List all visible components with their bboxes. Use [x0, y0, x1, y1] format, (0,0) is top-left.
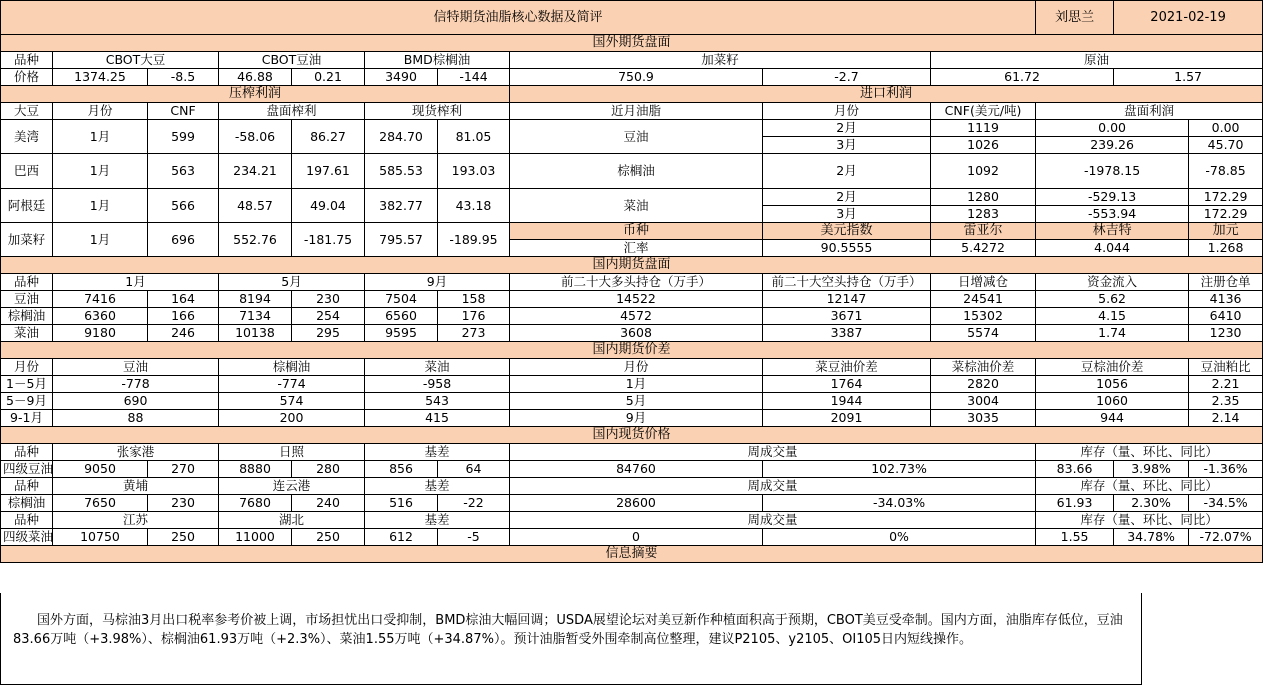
cell: 795.57 — [365, 223, 438, 257]
cell: -774 — [219, 376, 365, 393]
cell: 1.268 — [1189, 240, 1263, 257]
cell: 阿根廷 — [1, 189, 53, 223]
cell: 菜豆油价差 — [763, 359, 931, 376]
cell: 现货榨利 — [365, 103, 510, 120]
cell: 0% — [763, 529, 1036, 546]
cell: 1764 — [763, 376, 931, 393]
cell: 48.57 — [219, 189, 292, 223]
cell: 品种 — [1, 52, 53, 69]
cell: 158 — [438, 291, 510, 308]
cell: CNF(美元/吨) — [931, 103, 1036, 120]
cell: -1978.15 — [1036, 154, 1189, 189]
report-date: 2021-02-19 — [1114, 1, 1263, 35]
cell: 295 — [292, 325, 365, 342]
cell: 7504 — [365, 291, 438, 308]
cell: 5.62 — [1036, 291, 1189, 308]
cell: 7134 — [219, 308, 292, 325]
cell: 1月 — [510, 376, 763, 393]
cell: 2091 — [763, 410, 931, 427]
cell: 563 — [148, 154, 219, 189]
cell: 382.77 — [365, 189, 438, 223]
cell: 豆油粕比 — [1189, 359, 1263, 376]
cell: 4136 — [1189, 291, 1263, 308]
cell: 83.66 — [1036, 461, 1114, 478]
cell: 3.98% — [1114, 461, 1189, 478]
cell: 品种 — [1, 512, 53, 529]
fx-header: 美元指数 — [763, 223, 931, 240]
cell: 1.74 — [1036, 325, 1189, 342]
cell: -22 — [438, 495, 510, 512]
cell: 9050 — [53, 461, 148, 478]
crush-row — [1, 189, 1263, 206]
cell: 49.04 — [292, 189, 365, 223]
cell: 3490 — [365, 69, 438, 86]
cell: 172.29 — [1189, 206, 1263, 223]
cell: -529.13 — [1036, 189, 1189, 206]
cell: 284.70 — [365, 120, 438, 154]
cell: 5月 — [219, 274, 365, 291]
cell: -2.7 — [763, 69, 931, 86]
cell: 大豆 — [1, 103, 53, 120]
cell: 10138 — [219, 325, 292, 342]
cell: 库存（量、环比、同比） — [1036, 512, 1263, 529]
fx-header: 雷亚尔 — [931, 223, 1036, 240]
crush-import-header-row — [1, 103, 1263, 120]
cell: 连云港 — [219, 478, 365, 495]
cell: 164 — [148, 291, 219, 308]
cell: 612 — [365, 529, 438, 546]
cell: 巴西 — [1, 154, 53, 189]
cell: 3035 — [931, 410, 1036, 427]
section-domestic-spot: 国内现货价格 — [1, 427, 1263, 444]
cell: -5 — [438, 529, 510, 546]
cell: 棕榈油 — [510, 154, 763, 189]
section-info-summary: 信息摘要 — [1, 546, 1263, 563]
cell: -553.94 — [1036, 206, 1189, 223]
cell: 原油 — [931, 52, 1263, 69]
cell: 棕榈油 — [1, 495, 53, 512]
cell: 黄埔 — [53, 478, 219, 495]
cell: 汇率 — [510, 240, 763, 257]
cell: 552.76 — [219, 223, 292, 257]
cell: 9180 — [53, 325, 148, 342]
cell: 856 — [365, 461, 438, 478]
cell: 1月 — [53, 274, 219, 291]
cell: 9月 — [365, 274, 510, 291]
section-domestic-futures: 国内期货盘面 — [1, 257, 1263, 274]
cell: 585.53 — [365, 154, 438, 189]
cell: 2.30% — [1114, 495, 1189, 512]
cell: 基差 — [365, 444, 510, 461]
cell: CNF — [148, 103, 219, 120]
cell: CBOT豆油 — [219, 52, 365, 69]
cell: 库存（量、环比、同比） — [1036, 478, 1263, 495]
cell: -181.75 — [292, 223, 365, 257]
cell: 6360 — [53, 308, 148, 325]
cell: 5月 — [510, 393, 763, 410]
cell: 197.61 — [292, 154, 365, 189]
cell: 12147 — [763, 291, 931, 308]
cell: 45.70 — [1189, 137, 1263, 154]
cell: 516 — [365, 495, 438, 512]
crush-row — [1, 154, 1263, 189]
cell: CBOT大豆 — [53, 52, 219, 69]
cell: 加菜籽 — [1, 223, 53, 257]
cell: 102.73% — [763, 461, 1036, 478]
cell: 菜油 — [510, 189, 763, 223]
cell: 1944 — [763, 393, 931, 410]
cell: 日照 — [219, 444, 365, 461]
cell: -1.36% — [1189, 461, 1263, 478]
cell: -58.06 — [219, 120, 292, 154]
cell: 2月 — [763, 154, 931, 189]
author-name: 刘思兰 — [1036, 1, 1114, 35]
cell: 90.5555 — [763, 240, 931, 257]
cell: 2.14 — [1189, 410, 1263, 427]
cell: 64 — [438, 461, 510, 478]
cell: 9月 — [510, 410, 763, 427]
cell: 菜油 — [365, 359, 510, 376]
cell: 资金流入 — [1036, 274, 1189, 291]
cell: 750.9 — [510, 69, 763, 86]
cell: 四级豆油 — [1, 461, 53, 478]
cell: 1月 — [53, 189, 148, 223]
fx-header: 币种 — [510, 223, 763, 240]
cell: 1056 — [1036, 376, 1189, 393]
cell: 6560 — [365, 308, 438, 325]
cell: 2.35 — [1189, 393, 1263, 410]
spot-row — [1, 529, 1263, 546]
fx-header: 林吉特 — [1036, 223, 1189, 240]
futures-row — [1, 325, 1263, 342]
cell: 34.78% — [1114, 529, 1189, 546]
cell: 4.044 — [1036, 240, 1189, 257]
cell: 46.88 — [219, 69, 292, 86]
cell: 湖北 — [219, 512, 365, 529]
cell: 周成交量 — [510, 512, 1036, 529]
cell: 江苏 — [53, 512, 219, 529]
futures-row — [1, 291, 1263, 308]
cell: 5－9月 — [1, 393, 53, 410]
cell: 棕榈油 — [219, 359, 365, 376]
cell: 7416 — [53, 291, 148, 308]
cell: 273 — [438, 325, 510, 342]
cell: -34.03% — [763, 495, 1036, 512]
cell: 11000 — [219, 529, 292, 546]
cell: 1.55 — [1036, 529, 1114, 546]
cell: 1092 — [931, 154, 1036, 189]
spot-row — [1, 461, 1263, 478]
cell: 28600 — [510, 495, 763, 512]
cell: 周成交量 — [510, 444, 1036, 461]
cell: BMD棕榈油 — [365, 52, 510, 69]
cell: 9595 — [365, 325, 438, 342]
cell: 1月 — [53, 223, 148, 257]
cell: 14522 — [510, 291, 763, 308]
cell: 8880 — [219, 461, 292, 478]
cell: 月份 — [510, 359, 763, 376]
cell: 1119 — [931, 120, 1036, 137]
cell: 0 — [510, 529, 763, 546]
cell: 696 — [148, 223, 219, 257]
cell: 176 — [438, 308, 510, 325]
cell: 1280 — [931, 189, 1036, 206]
cell: 2.21 — [1189, 376, 1263, 393]
cell: 10750 — [53, 529, 148, 546]
cell: 棕榈油 — [1, 308, 53, 325]
cell: 1－5月 — [1, 376, 53, 393]
summary-text: 国外方面，马棕油3月出口税率参考价被上调，市场担忧出口受抑制，BMD棕油大幅回调；USDA展望论坛对美豆新作种植面积高于预期，CBOT美豆受牵制。国内方面，油脂库存低位，豆油83.66万吨（+3.98%）、棕榈油61.93万吨（+2.3%）、菜油1.55万吨（+34.87%）。预计油脂暂受外围牵制高位整理，建议P2105、y2105、OI105日内短线操作。 — [0, 593, 1142, 685]
cell: 7680 — [219, 495, 292, 512]
cell: 美湾 — [1, 120, 53, 154]
cell: 254 — [292, 308, 365, 325]
cell: 品种 — [1, 274, 53, 291]
cell: 5574 — [931, 325, 1036, 342]
cell: 菜油 — [1, 325, 53, 342]
cell: 前二十大空头持仓（万手） — [763, 274, 931, 291]
cell: 豆油 — [53, 359, 219, 376]
cell: 3608 — [510, 325, 763, 342]
spot-row — [1, 495, 1263, 512]
cell: 1月 — [53, 154, 148, 189]
cell: 84760 — [510, 461, 763, 478]
cell: 239.26 — [1036, 137, 1189, 154]
cell: 4572 — [510, 308, 763, 325]
cell: 280 — [292, 461, 365, 478]
cell: -144 — [438, 69, 510, 86]
cell: 24541 — [931, 291, 1036, 308]
cell: 0.00 — [1189, 120, 1263, 137]
cell: 3月 — [763, 137, 931, 154]
cell: 豆油 — [1, 291, 53, 308]
foreign-names-row — [1, 52, 1263, 69]
cell: -189.95 — [438, 223, 510, 257]
crush-row — [1, 120, 1263, 137]
fx-header: 加元 — [1189, 223, 1263, 240]
cell: -72.07% — [1189, 529, 1263, 546]
cell: 43.18 — [438, 189, 510, 223]
cell: 0.21 — [292, 69, 365, 86]
cell: 盘面榨利 — [219, 103, 365, 120]
cell: 574 — [219, 393, 365, 410]
cell: -778 — [53, 376, 219, 393]
cell: 日增减仓 — [931, 274, 1036, 291]
cell: 5.4272 — [931, 240, 1036, 257]
cell: 6410 — [1189, 308, 1263, 325]
cell: 240 — [292, 495, 365, 512]
cell: 加菜籽 — [510, 52, 931, 69]
futures-header-row — [1, 274, 1263, 291]
cell: 200 — [219, 410, 365, 427]
cell: -78.85 — [1189, 154, 1263, 189]
cell: 415 — [365, 410, 510, 427]
spread-row — [1, 376, 1263, 393]
cell: 86.27 — [292, 120, 365, 154]
cell: 193.03 — [438, 154, 510, 189]
cell: 菜棕油价差 — [931, 359, 1036, 376]
cell: 品种 — [1, 478, 53, 495]
cell: 月份 — [53, 103, 148, 120]
spread-header-row — [1, 359, 1263, 376]
report-title: 信特期货油脂核心数据及简评 — [1, 1, 1036, 35]
cell: 61.72 — [931, 69, 1114, 86]
cell: 3671 — [763, 308, 931, 325]
cell: 9-1月 — [1, 410, 53, 427]
cell: 月份 — [1, 359, 53, 376]
cell: -34.5% — [1189, 495, 1263, 512]
crush-row — [1, 223, 1263, 240]
cell: 1月 — [53, 120, 148, 154]
title-row — [1, 1, 1263, 35]
cell: 61.93 — [1036, 495, 1114, 512]
cell: 基差 — [365, 478, 510, 495]
cell: 4.15 — [1036, 308, 1189, 325]
cell: 172.29 — [1189, 189, 1263, 206]
cell: 2月 — [763, 120, 931, 137]
cell: 3004 — [931, 393, 1036, 410]
cell: 230 — [292, 291, 365, 308]
cell: -8.5 — [148, 69, 219, 86]
cell: 库存（量、环比、同比） — [1036, 444, 1263, 461]
cell: 张家港 — [53, 444, 219, 461]
cell: 15302 — [931, 308, 1036, 325]
cell: 250 — [292, 529, 365, 546]
cell: -958 — [365, 376, 510, 393]
cell: 1060 — [1036, 393, 1189, 410]
cell: 1026 — [931, 137, 1036, 154]
cell: 2820 — [931, 376, 1036, 393]
foreign-price-row — [1, 69, 1263, 86]
cell: 270 — [148, 461, 219, 478]
cell: 品种 — [1, 444, 53, 461]
cell: 166 — [148, 308, 219, 325]
cell: 价格 — [1, 69, 53, 86]
cell: 944 — [1036, 410, 1189, 427]
crush-import-section-row — [1, 86, 1263, 103]
cell: 盘面利润 — [1036, 103, 1263, 120]
cell: 1230 — [1189, 325, 1263, 342]
cell: 周成交量 — [510, 478, 1036, 495]
cell: 230 — [148, 495, 219, 512]
cell: 四级菜油 — [1, 529, 53, 546]
cell: 250 — [148, 529, 219, 546]
cell: 543 — [365, 393, 510, 410]
spread-row — [1, 393, 1263, 410]
cell: 注册仓单 — [1189, 274, 1263, 291]
futures-row — [1, 308, 1263, 325]
cell: 566 — [148, 189, 219, 223]
cell: 豆油 — [510, 120, 763, 154]
cell: 1.57 — [1114, 69, 1263, 86]
cell: 690 — [53, 393, 219, 410]
cell: 599 — [148, 120, 219, 154]
cell: 246 — [148, 325, 219, 342]
cell: 3月 — [763, 206, 931, 223]
spot-header-row — [1, 512, 1263, 529]
cell: 1374.25 — [53, 69, 148, 86]
cell: 234.21 — [219, 154, 292, 189]
cell: 0.00 — [1036, 120, 1189, 137]
section-crush-profit: 压榨利润 — [1, 86, 510, 103]
cell: 2月 — [763, 189, 931, 206]
cell: 7650 — [53, 495, 148, 512]
section-domestic-spread: 国内期货价差 — [1, 342, 1263, 359]
cell: 8194 — [219, 291, 292, 308]
cell: 88 — [53, 410, 219, 427]
cell: 基差 — [365, 512, 510, 529]
cell: 前二十大多头持仓（万手） — [510, 274, 763, 291]
spot-header-row — [1, 444, 1263, 461]
cell: 豆棕油价差 — [1036, 359, 1189, 376]
cell: 81.05 — [438, 120, 510, 154]
section-foreign-futures: 国外期货盘面 — [1, 35, 1263, 52]
spread-row — [1, 410, 1263, 427]
cell: 1283 — [931, 206, 1036, 223]
cell: 近月油脂 — [510, 103, 763, 120]
cell: 月份 — [763, 103, 931, 120]
spot-header-row — [1, 478, 1263, 495]
cell: 3387 — [763, 325, 931, 342]
section-import-profit: 进口利润 — [510, 86, 1263, 103]
